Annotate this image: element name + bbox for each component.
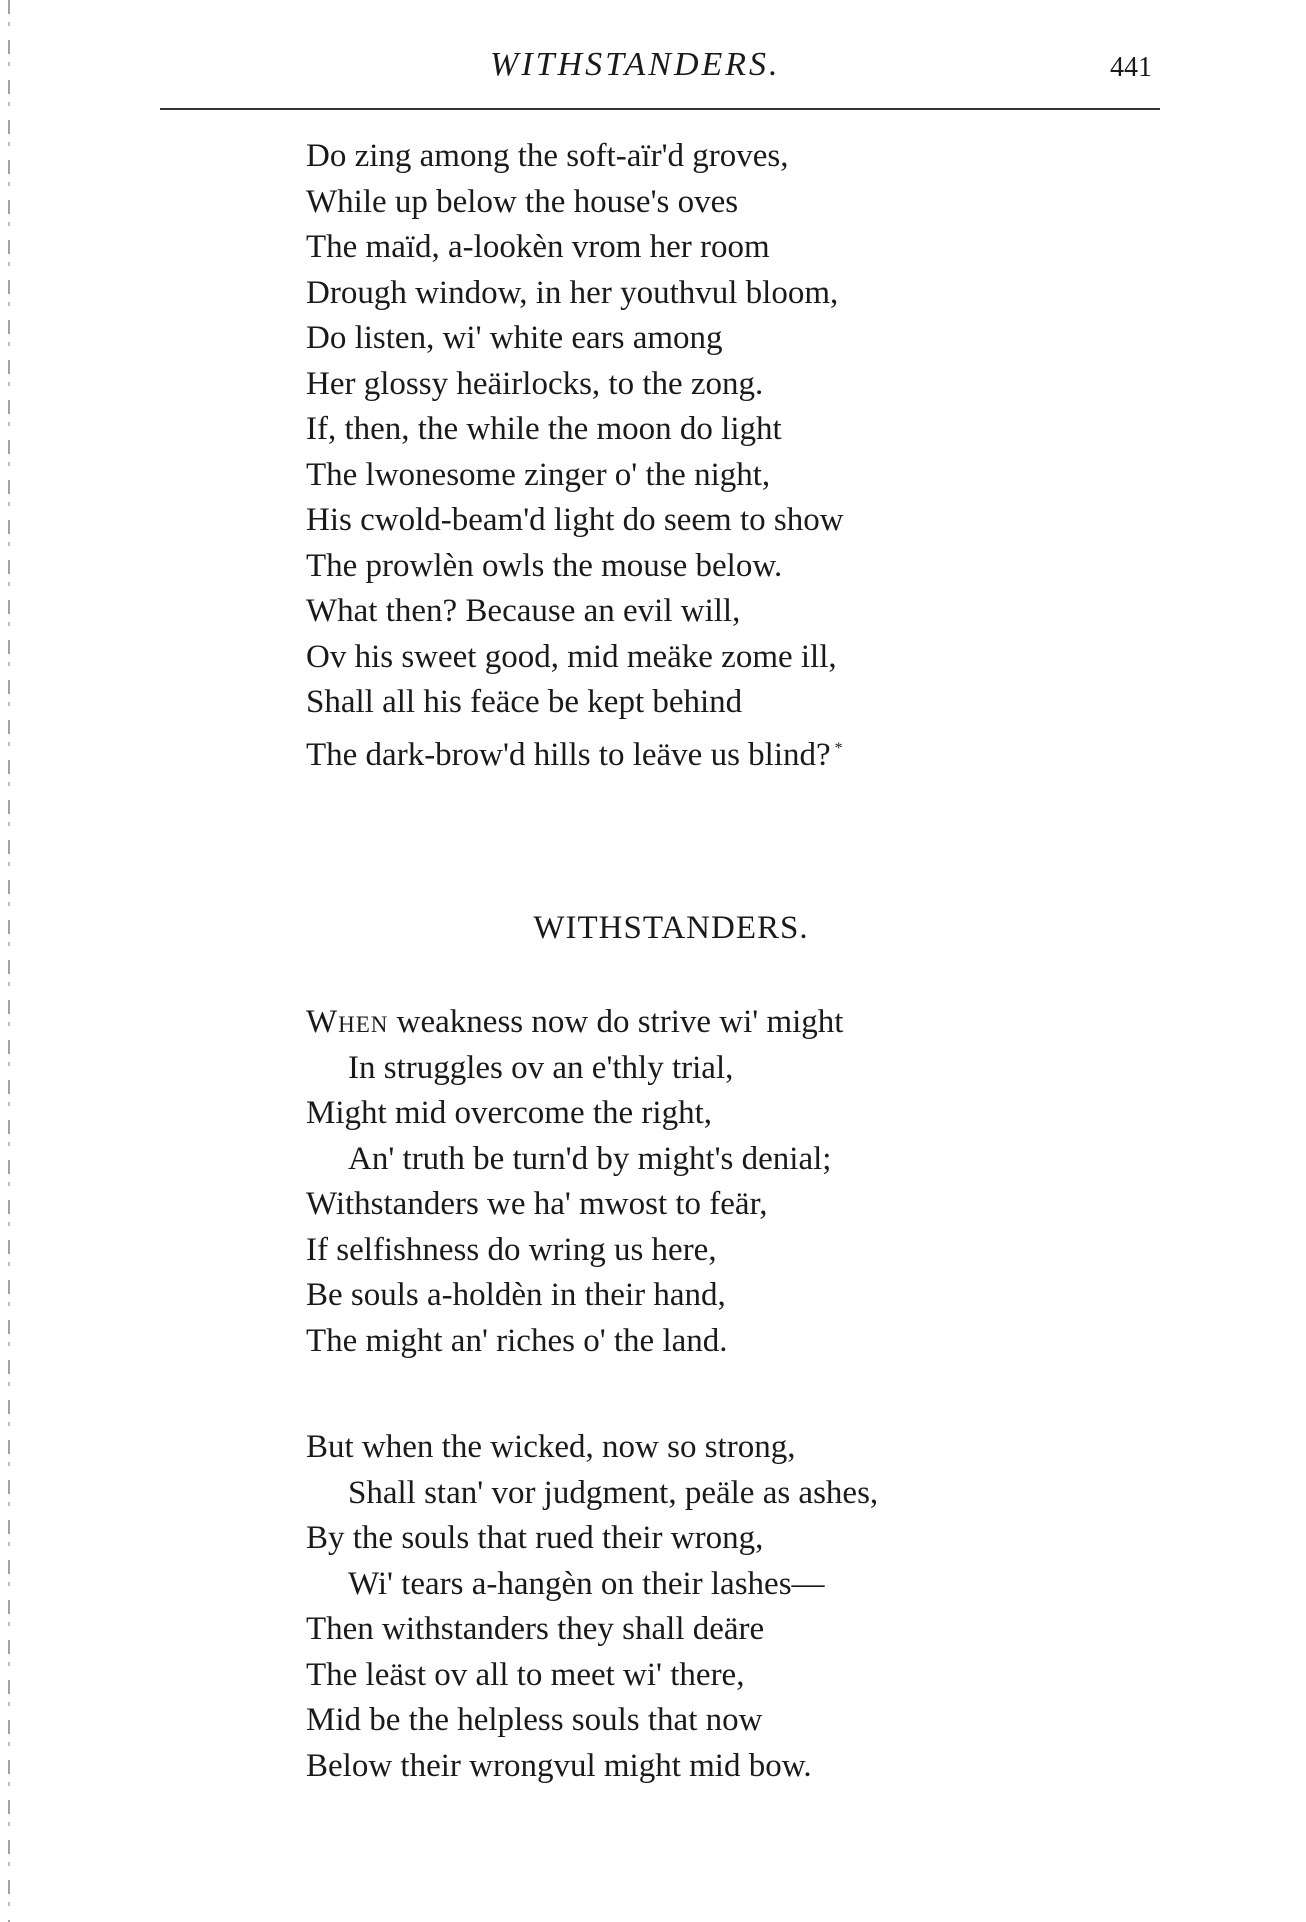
opening-word: When (306, 1004, 389, 1040)
footnote-mark: * (834, 739, 843, 757)
poem-line: His cwold-beam'd light do seem to show (306, 502, 844, 538)
poem-line: Do zing among the soft-aïr'd groves, (306, 138, 789, 174)
opening-line-rest: weakness now do strive wi' might (388, 1004, 844, 1040)
poem-line: If selfishness do wring us here, (306, 1231, 717, 1268)
poem-line: In struggles ov an e'thly trial, (348, 1049, 734, 1086)
poem-line: Her glossy heäirlocks, to the zong. (306, 365, 764, 402)
poem-line: What then? Because an evil will, (306, 593, 741, 629)
page-number: 441 (1110, 52, 1152, 83)
continued-poem-stanza (306, 134, 1206, 778)
running-head (160, 46, 1160, 90)
poem-title (0, 910, 1306, 947)
page-binding-edge (8, 0, 10, 1922)
poem-line: By the souls that rued their wrong, (306, 1520, 764, 1556)
poem-line: The prowlèn owls the mouse below. (306, 547, 783, 584)
poem-line-last (306, 726, 1206, 779)
poem-line: An' truth be turn'd by might's denial; (348, 1140, 832, 1177)
poem-line: The might an' riches o' the land. (306, 1322, 728, 1359)
poem-line: Withstanders we ha' mwost to feär, (306, 1186, 768, 1222)
poem-line: Do listen, wi' white ears among (306, 320, 723, 356)
poem-line: The lwonesome zinger o' the night, (306, 456, 771, 493)
poem-line: The maïd, a-lookèn vrom her room (306, 229, 770, 265)
poem-line: Drough window, in her youthvul bloom, (306, 274, 839, 311)
poem-line-first (306, 1000, 1206, 1046)
poem-line: But when the wicked, now so strong, (306, 1429, 796, 1465)
poem-line: Ov his sweet good, mid meäke zome ill, (306, 638, 837, 675)
running-title: WITHSTANDERS. (490, 46, 781, 83)
poem-line: Be souls a-holdèn in their hand, (306, 1277, 726, 1313)
poem-line: Then withstanders they shall deäre (306, 1611, 765, 1647)
poem-line-text: The dark-brow'd hills to leäve us blind? (306, 736, 831, 773)
poem-line: The leäst ov all to meet wi' there, (306, 1656, 745, 1693)
poem-line: Mid be the helpless souls that now (306, 1702, 763, 1738)
poem-line: If, then, the while the moon do light (306, 411, 782, 447)
stanza-2 (306, 1425, 1206, 1789)
stanza-1 (306, 1000, 1206, 1364)
header-rule (160, 108, 1160, 110)
poem-line: Below their wrongvul might mid bow. (306, 1747, 812, 1784)
poem-line: Might mid overcome the right, (306, 1095, 713, 1131)
poem-title-text: WITHSTANDERS. (533, 910, 809, 946)
poem-line: Shall stan' vor judgment, peäle as ashes, (348, 1474, 879, 1511)
poem-line: Wi' tears a-hangèn on their lashes— (348, 1565, 825, 1602)
poem-line: Shall all his feäce be kept behind (306, 684, 743, 720)
poem-line: While up below the house's oves (306, 183, 739, 220)
